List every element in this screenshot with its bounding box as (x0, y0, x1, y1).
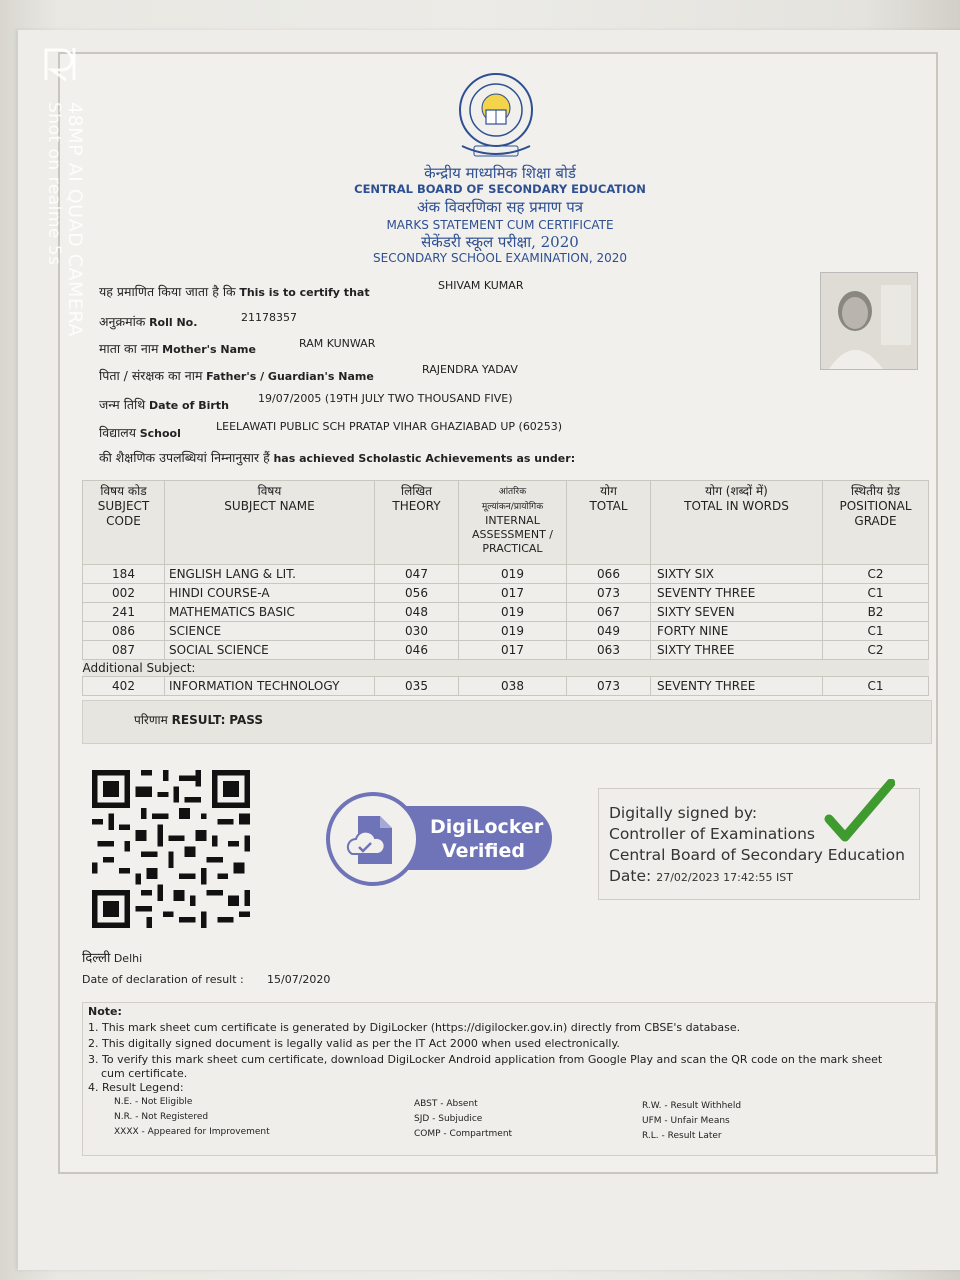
notes-title: Note: (88, 1005, 122, 1018)
internal-marks: 019 (459, 603, 567, 622)
verified-label: Verified (442, 840, 526, 862)
internal-marks: 017 (459, 641, 567, 660)
father-name: RAJENDRA YADAV (422, 363, 518, 376)
legend-item: N.R. - Not Registered (114, 1112, 209, 1122)
grade: C1 (823, 584, 929, 603)
subject-code: 087 (83, 641, 165, 660)
legend-item: R.W. - Result Withheld (642, 1101, 742, 1111)
internal-marks: 019 (459, 565, 567, 584)
total-marks: 049 (567, 622, 651, 641)
person-photo-icon (821, 273, 917, 369)
watermark-text (44, 102, 86, 345)
note-item: 4. Result Legend: (88, 1081, 184, 1094)
place (82, 948, 142, 966)
certificate-title-hindi: अंक विवरणिका सह प्रमाण पत्र (416, 198, 584, 216)
result-label: RESULT: (171, 713, 226, 727)
student-name: SHIVAM KUMAR (438, 279, 524, 292)
green-check-icon (823, 779, 895, 851)
table-row (83, 677, 929, 696)
theory-marks: 046 (375, 641, 459, 660)
declaration-date-value: 15/07/2020 (267, 973, 331, 986)
realme-logo-icon (40, 44, 88, 84)
dob-label: जन्म तिथि Date of Birth (99, 397, 229, 412)
table-row (83, 565, 929, 584)
date-of-birth: 19/07/2005 (19TH JULY TWO THOUSAND FIVE) (258, 392, 513, 405)
digital-signature-box (598, 788, 920, 900)
total-marks: 073 (567, 677, 651, 696)
board-name-english: CENTRAL BOARD OF SECONDARY EDUCATION (354, 182, 646, 196)
school-name: LEELAWATI PUBLIC SCH PRATAP VIHAR GHAZIABAD UP (60253) (216, 420, 563, 433)
watermark-line-2: Shot on realme 5s (44, 102, 64, 266)
table-row (83, 641, 929, 660)
total-in-words: FORTY NINE (651, 622, 823, 641)
additional-subject-row-label (83, 660, 929, 677)
header-subject-name: विषय SUBJECT NAME (165, 481, 375, 565)
subject-name: INFORMATION TECHNOLOGY (165, 677, 375, 696)
grade: C2 (823, 641, 929, 660)
place-english: Delhi (113, 952, 143, 965)
table-row (83, 584, 929, 603)
result (134, 711, 263, 728)
subject-name: ENGLISH LANG & LIT. (165, 565, 375, 584)
subject-name: SCIENCE (165, 622, 375, 641)
school-label: विद्यालय School (99, 425, 181, 440)
marks-table (82, 480, 929, 696)
header-subject-code: विषय कोड SUBJECT CODE (83, 481, 165, 565)
header-total-in-words: योग (शब्दों में) TOTAL IN WORDS (651, 481, 823, 565)
subject-name: HINDI COURSE-A (165, 584, 375, 603)
result-value: PASS (229, 713, 263, 727)
subject-code: 086 (83, 622, 165, 641)
student-photo (820, 272, 918, 370)
digilocker-label: DigiLocker (430, 816, 544, 838)
mother-name: RAM KUNWAR (299, 337, 376, 350)
signed-by-label: Digitally signed by: (609, 804, 758, 822)
total-marks: 073 (567, 584, 651, 603)
cbse-logo-icon (452, 70, 540, 162)
additional-subject-label: Additional Subject: (83, 660, 929, 677)
mother-label: माता का नाम Mother's Name (99, 341, 256, 356)
declaration-date-label: Date of declaration of result : (82, 973, 244, 986)
legend-item: UFM - Unfair Means (642, 1116, 730, 1126)
signature-date-label: Date: (609, 867, 652, 885)
total-in-words: SEVENTY THREE (651, 584, 823, 603)
total-in-words: SIXTY SIX (651, 565, 823, 584)
roll-label: अनुक्रमांक Roll No. (99, 314, 198, 329)
camera-watermark (40, 44, 90, 374)
total-in-words: SIXTY THREE (651, 641, 823, 660)
header-positional-grade: स्थितीय ग्रेड POSITIONAL GRADE (823, 481, 929, 565)
theory-marks: 048 (375, 603, 459, 622)
theory-marks: 056 (375, 584, 459, 603)
header-internal-assessment: आंतरिक मूल्यांकन/प्रायोगिक INTERNAL ASSESSMENT / PRACTICAL (459, 481, 567, 565)
note-item: 2. This digitally signed document is legally valid as per the IT Act 2000 when used electronically. (88, 1037, 620, 1050)
note-item: 3. To verify this mark sheet cum certificate, download DigiLocker Android application from Google Play and scan the QR code on the mark sheet (88, 1053, 883, 1066)
legend-item: N.E. - Not Eligible (114, 1097, 193, 1107)
legend-item: SJD - Subjudice (414, 1114, 483, 1124)
father-label: पिता / संरक्षक का नाम Father's / Guardian's Name (99, 368, 374, 383)
grade: B2 (823, 603, 929, 622)
subject-code: 241 (83, 603, 165, 622)
exam-title-english: SECONDARY SCHOOL EXAMINATION, 2020 (373, 251, 627, 265)
header-theory: लिखित THEORY (375, 481, 459, 565)
table-row (83, 622, 929, 641)
certify-label: यह प्रमाणित किया जाता है कि This is to certify that (99, 284, 370, 299)
grade: C2 (823, 565, 929, 584)
digilocker-verified-badge (326, 792, 554, 886)
watermark-line-1: 48MP AI QUAD CAMERA (64, 102, 86, 337)
total-marks: 063 (567, 641, 651, 660)
legend-item: ABST - Absent (414, 1099, 478, 1109)
theory-marks: 035 (375, 677, 459, 696)
theory-marks: 047 (375, 565, 459, 584)
subject-code: 184 (83, 565, 165, 584)
internal-marks: 017 (459, 584, 567, 603)
note-item: 1. This mark sheet cum certificate is generated by DigiLocker (https://digilocker.gov.in) directly from CBSE's database. (88, 1021, 741, 1034)
subject-name: MATHEMATICS BASIC (165, 603, 375, 622)
roll-number: 21178357 (241, 311, 297, 324)
subject-name: SOCIAL SCIENCE (165, 641, 375, 660)
place-hindi: दिल्ली (82, 951, 111, 966)
achievements-label: की शैक्षणिक उपलब्धियां निम्नानुसार हैं has achieved Scholastic Achievements as under: (99, 450, 576, 465)
grade: C1 (823, 622, 929, 641)
board-name-hindi: केन्द्रीय माध्यमिक शिक्षा बोर्ड (424, 164, 576, 182)
legend-item: XXXX - Appeared for Improvement (114, 1127, 270, 1137)
qr-code-icon (92, 770, 250, 928)
document-cloud-check-icon (344, 810, 404, 870)
grade: C1 (823, 677, 929, 696)
subject-code: 402 (83, 677, 165, 696)
note-item: cum certificate. (101, 1067, 188, 1080)
table-row (83, 603, 929, 622)
legend-item: R.L. - Result Later (642, 1131, 722, 1141)
signature-date-value: 27/02/2023 17:42:55 IST (656, 871, 793, 884)
theory-marks: 030 (375, 622, 459, 641)
certificate-title-english: MARKS STATEMENT CUM CERTIFICATE (386, 218, 614, 232)
total-marks: 067 (567, 603, 651, 622)
signer-title: Controller of Examinations (609, 825, 815, 843)
internal-marks: 038 (459, 677, 567, 696)
table-header-row (83, 481, 929, 565)
total-in-words: SEVENTY THREE (651, 677, 823, 696)
legend-item: COMP - Compartment (414, 1129, 513, 1139)
total-marks: 066 (567, 565, 651, 584)
signer-organization: Central Board of Secondary Education (609, 846, 905, 864)
internal-marks: 019 (459, 622, 567, 641)
header-total: योग TOTAL (567, 481, 651, 565)
exam-title-hindi: सेकेंडरी स्कूल परीक्षा, 2020 (421, 233, 579, 251)
signature-date (609, 867, 793, 885)
total-in-words: SIXTY SEVEN (651, 603, 823, 622)
subject-code: 002 (83, 584, 165, 603)
result-label-hindi: परिणाम (134, 713, 168, 727)
